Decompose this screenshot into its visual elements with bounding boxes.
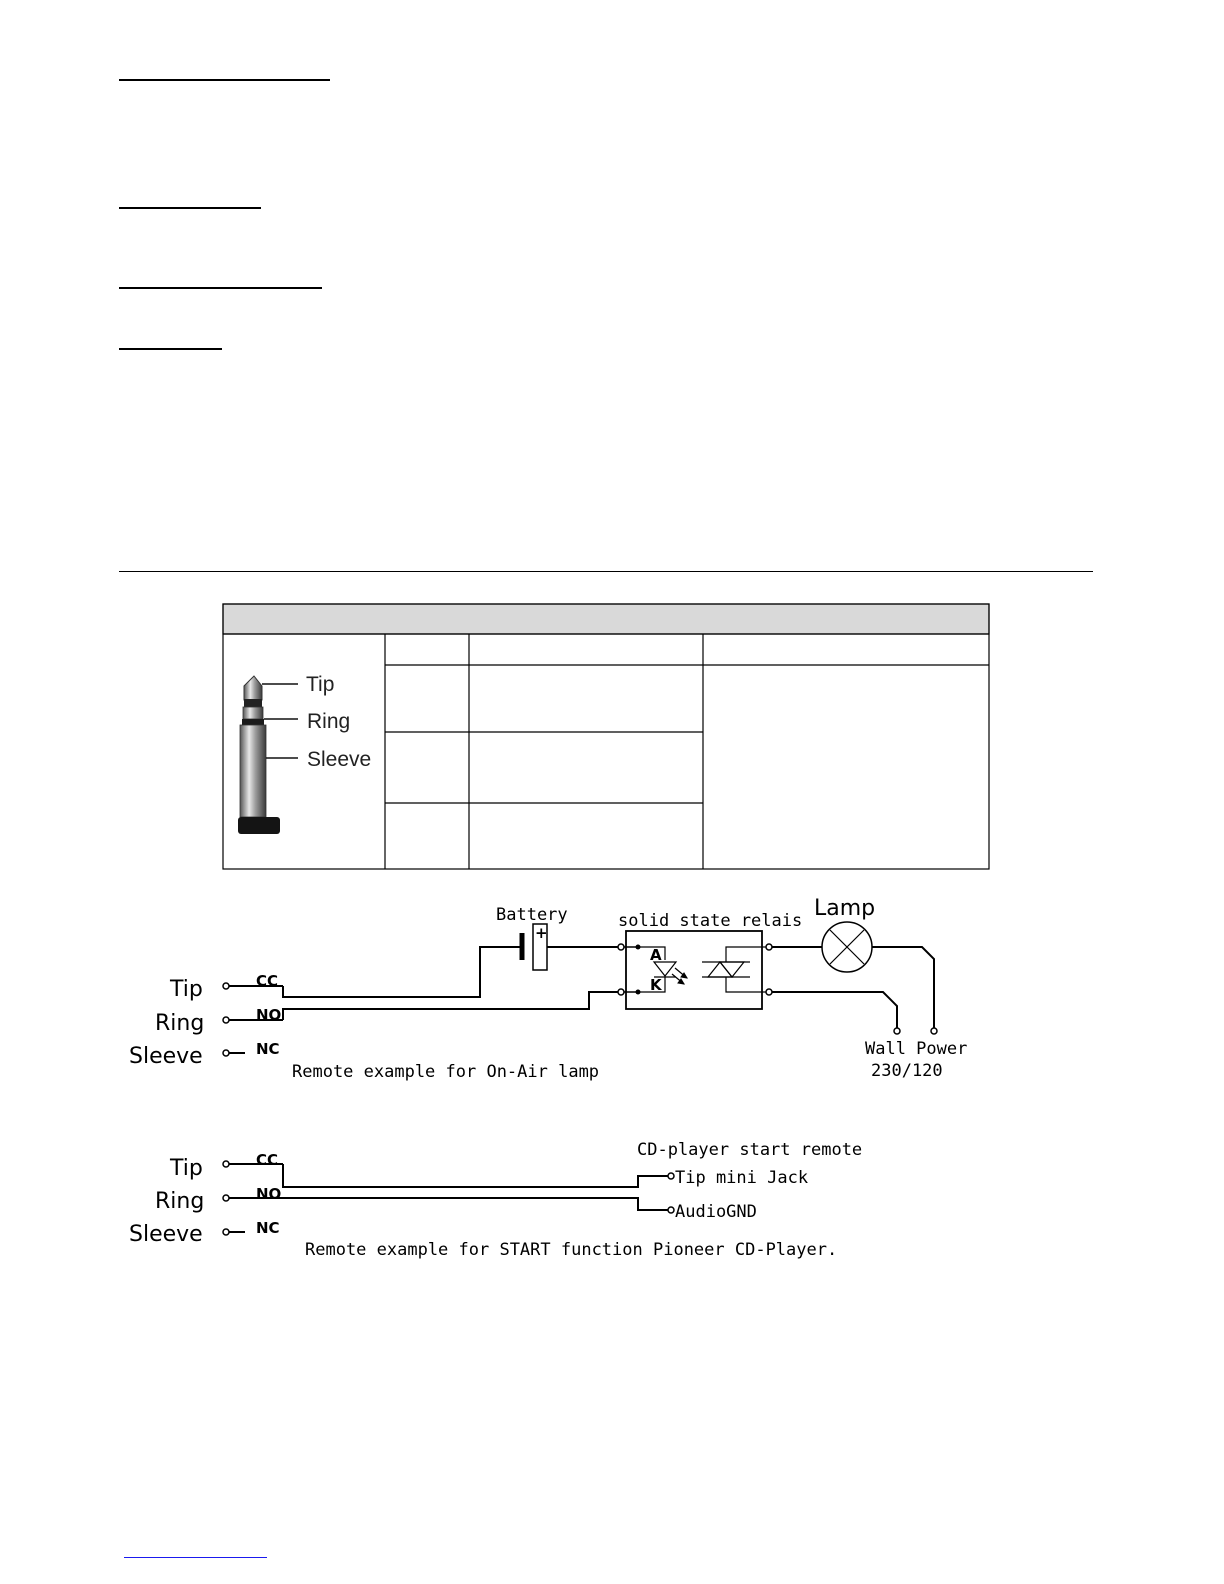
relay-label: solid state relais bbox=[618, 911, 803, 931]
plug-label-ring: Ring bbox=[307, 710, 351, 733]
d2-caption: Remote example for START function Pioneer CD-Player. bbox=[305, 1240, 838, 1260]
d1-pin-tip: Tip bbox=[170, 977, 203, 1002]
cd-player-title: CD-player start remote bbox=[637, 1140, 863, 1160]
d1-contact-cc: CC bbox=[256, 972, 279, 990]
d2-contact-nc: NC bbox=[256, 1219, 280, 1237]
cd-player-schematic bbox=[129, 1140, 862, 1260]
battery-plus-sign: + bbox=[535, 924, 548, 942]
d2-pin-ring: Ring bbox=[155, 1189, 205, 1214]
d1-caption: Remote example for On-Air lamp bbox=[292, 1062, 600, 1082]
jack-plug-image bbox=[238, 673, 371, 834]
wall-power-label: Wall Power bbox=[865, 1039, 968, 1059]
d2-contact-no: NO bbox=[256, 1185, 282, 1203]
lamp-label: Lamp bbox=[814, 896, 876, 921]
relay-cathode-label: K bbox=[650, 976, 662, 994]
relay-anode-label: A bbox=[650, 946, 662, 964]
tip-mini-jack-label: Tip mini Jack bbox=[675, 1168, 809, 1188]
d1-contact-no: NO bbox=[256, 1006, 282, 1024]
onair-lamp-schematic bbox=[129, 896, 967, 1082]
plug-label-sleeve: Sleeve bbox=[307, 748, 372, 771]
d1-contact-nc: NC bbox=[256, 1040, 280, 1058]
plug-label-tip: Tip bbox=[306, 673, 335, 696]
d1-pin-sleeve: Sleeve bbox=[129, 1044, 203, 1069]
battery-label: Battery bbox=[496, 905, 568, 925]
d2-pin-tip: Tip bbox=[170, 1156, 203, 1181]
d2-contact-cc: CC bbox=[256, 1151, 279, 1169]
d1-pin-ring: Ring bbox=[155, 1011, 205, 1036]
footer-link-underline[interactable] bbox=[124, 1557, 267, 1558]
table-header-bar bbox=[223, 604, 989, 634]
d2-pin-sleeve: Sleeve bbox=[129, 1222, 203, 1247]
table-frame bbox=[223, 604, 989, 869]
pinout-table bbox=[223, 604, 989, 869]
audio-gnd-label: AudioGND bbox=[675, 1202, 757, 1222]
voltage-label: 230/120 bbox=[871, 1061, 943, 1081]
solid-state-relay bbox=[626, 931, 762, 1009]
